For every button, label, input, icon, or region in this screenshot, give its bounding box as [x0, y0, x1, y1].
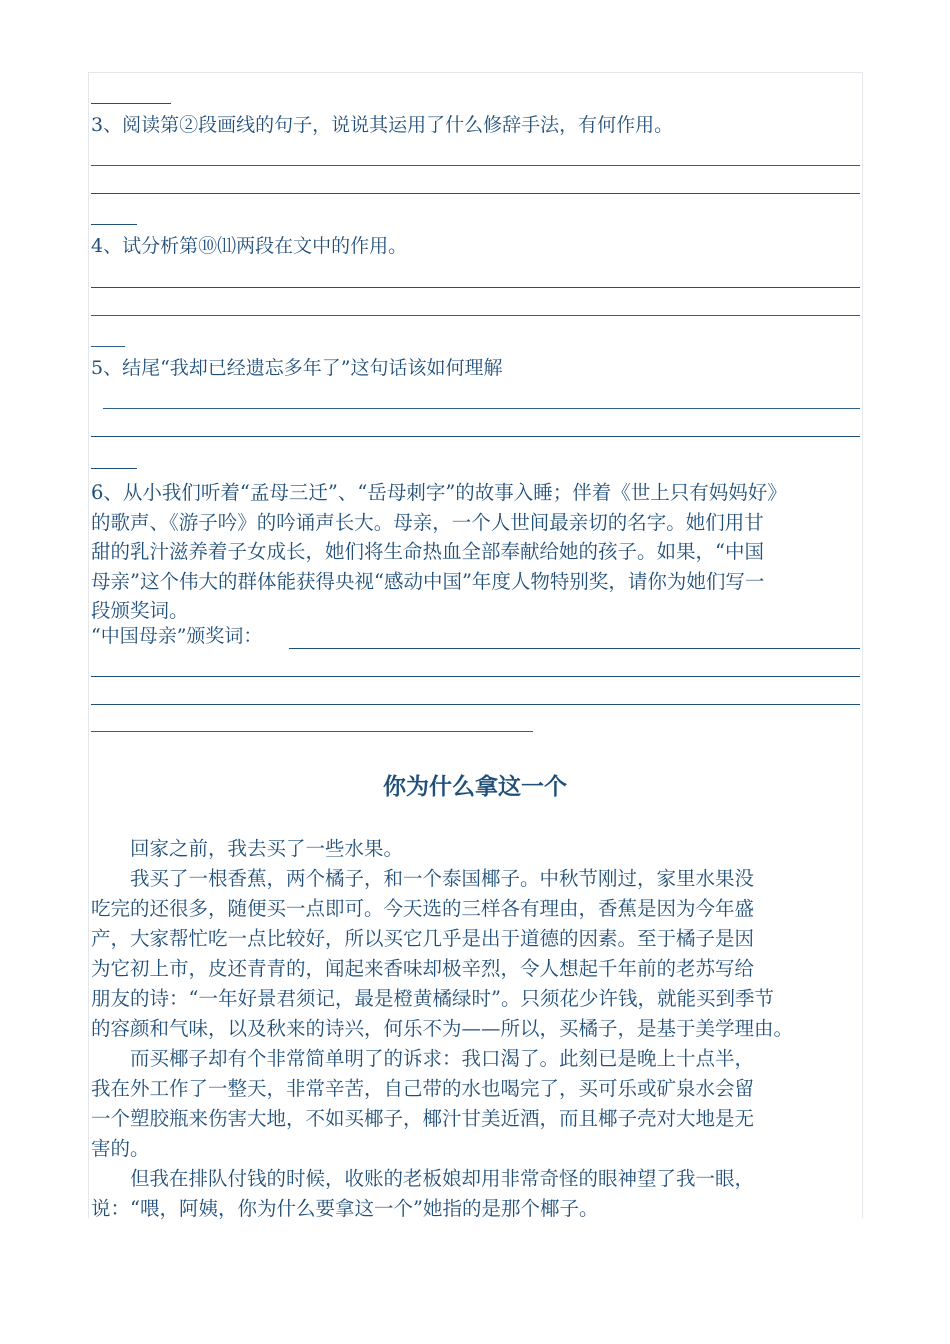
- article-line: 害的。: [91, 1137, 150, 1160]
- answer-line: [91, 287, 860, 288]
- article-title: 你为什么拿这一个: [383, 773, 567, 800]
- answer-line: [91, 436, 860, 437]
- question-6-line: 段颁奖词。: [91, 599, 189, 622]
- article-line: 回家之前，我去买了一些水果。: [91, 837, 404, 860]
- article-line: 我在外工作了一整天，非常辛苦，自己带的水也喝完了，买可乐或矿泉水会留: [91, 1077, 755, 1100]
- article-line: 我买了一根香蕉，两个橘子，和一个泰国椰子。中秋节刚过，家里水果没: [91, 867, 755, 890]
- article-line: 但我在排队付钱的时候，收账的老板娘却用非常奇怪的眼神望了我一眼，: [91, 1167, 755, 1190]
- answer-line: [91, 676, 860, 677]
- answer-line: [91, 103, 171, 104]
- answer-line: [103, 408, 860, 409]
- article-line: 的容颜和气味，以及秋来的诗兴，何乐不为——所以，买橘子，是基于美学理由。: [91, 1017, 794, 1040]
- question-5: 5、结尾“我却已经遗忘多年了”这句话该如何理解: [91, 357, 503, 379]
- answer-line: [91, 346, 125, 347]
- question-4: 4、试分析第⑩⑾两段在文中的作用。: [91, 235, 408, 257]
- article-line: 吃完的还很多，随便买一点即可。今天选的三样各有理由，香蕉是因为今年盛: [91, 897, 755, 920]
- question-6-line: 甜的乳汁滋养着子女成长，她们将生命热血全部奉献给她的孩子。如果，“中国: [91, 540, 764, 563]
- answer-line: [91, 224, 137, 225]
- answer-line: [91, 731, 533, 732]
- article-line: 朋友的诗：“一年好景君须记，最是橙黄橘绿时”。只须花少许钱，就能买到季节: [91, 987, 774, 1010]
- question-6-line: 母亲”这个伟大的群体能获得央视“感动中国”年度人物特别奖，请你为她们写一: [91, 569, 765, 593]
- article-line: 为它初上市，皮还青青的，闻起来香味却极辛烈，令人想起千年前的老苏写给: [91, 957, 755, 980]
- article-line: 一个塑胶瓶来伤害大地，不如买椰子，椰汁甘美近酒，而且椰子壳对大地是无: [91, 1107, 755, 1130]
- answer-line: [91, 468, 137, 469]
- article-line: 说：“喂，阿姨，你为什么要拿这一个”她指的是那个椰子。: [91, 1197, 599, 1220]
- article-line: 而买椰子却有个非常简单明了的诉求：我口渴了。此刻已是晚上十点半，: [91, 1047, 755, 1070]
- answer-line: [91, 193, 860, 194]
- article-body: [91, 834, 861, 1224]
- question-6-line: 6、从小我们听着“孟母三迁”、“岳母刺字”的故事入睡；伴着《世上只有妈妈好》: [91, 481, 787, 504]
- answer-line: [91, 165, 860, 166]
- question-6-line: 的歌声、《游子吟》的吟诵声长大。母亲，一个人世间最亲切的名字。她们用甘: [91, 510, 764, 534]
- answer-line: [91, 704, 860, 705]
- article-line: 产，大家帮忙吃一点比较好，所以买它几乎是出于道德的因素。至于橘子是因: [91, 927, 755, 950]
- answer-line: [91, 315, 860, 316]
- award-label: “中国母亲”颁奖词：: [91, 625, 263, 647]
- question-3: 3、阅读第②段画线的句子，说说其运用了什么修辞手法，有何作用。: [91, 114, 674, 136]
- answer-line: [289, 648, 860, 649]
- question-6: [91, 478, 861, 626]
